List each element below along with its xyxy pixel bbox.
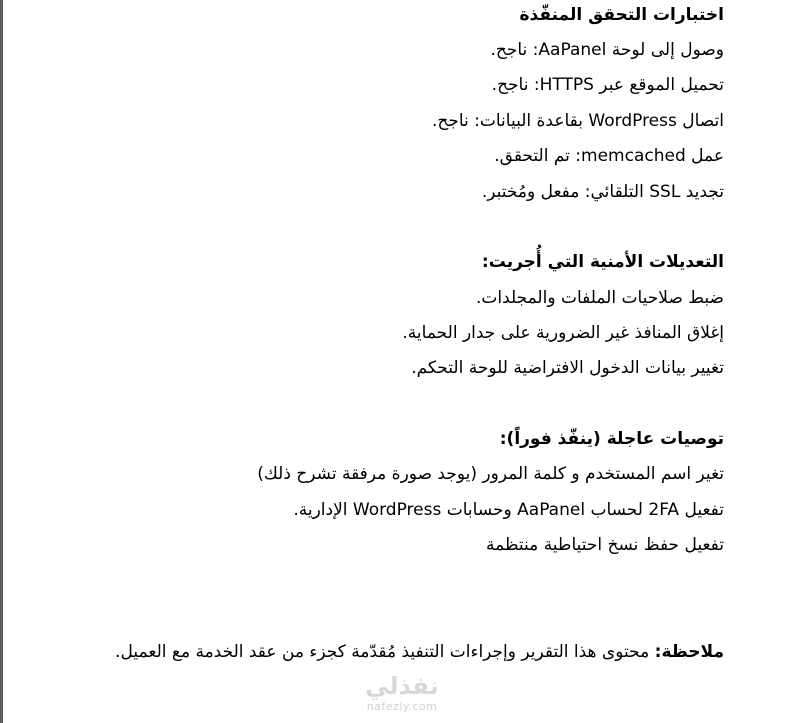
verification-item-https: تحميل الموقع عبر HTTPS: ناجح. [491, 75, 724, 95]
security-item-credentials: تغيير بيانات الدخول الافتراضية للوحة التحكم. [411, 358, 724, 378]
note-text: محتوى هذا التقرير وإجراءات التنفيذ مُقدّمة كجزء من عقد الخدمة مع العميل. [115, 642, 655, 662]
note-label: ملاحظة: [654, 642, 724, 662]
note-paragraph [115, 641, 724, 663]
verification-item-wordpress-db: اتصال WordPress بقاعدة البيانات: ناجح. [431, 111, 724, 131]
security-heading: التعديلات الأمنية التي أُجريت: [481, 252, 724, 272]
nafezly-watermark [352, 672, 452, 720]
page-edge-rule [0, 0, 3, 723]
verification-item-ssl: تجديد SSL التلقائي: مفعل ومُختبر. [481, 182, 724, 202]
verification-item-memcached: عمل memcached: تم التحقق. [494, 146, 724, 166]
recommendations-heading: توصيات عاجلة (ينفّذ فوراً): [499, 429, 724, 449]
recommendation-item-backups: تفعيل حفظ نسخ احتياطية منتظمة [486, 535, 724, 555]
security-item-firewall: إغلاق المنافذ غير الضرورية على جدار الحماية. [402, 323, 724, 343]
recommendation-item-change-credentials: تغير اسم المستخدم و كلمة المرور (يوجد صورة مرفقة تشرح ذلك) [257, 464, 724, 484]
verification-item-aapanel: وصول إلى لوحة AaPanel: ناجح. [490, 40, 724, 60]
security-item-permissions: ضبط صلاحيات الملفات والمجلدات. [475, 288, 724, 308]
watermark-brand: نفذلي [365, 672, 439, 700]
recommendation-item-2fa: تفعيل 2FA لحساب AaPanel وحسابات WordPress الإدارية. [293, 500, 724, 520]
verification-heading: اختبارات التحقق المنفّذة [519, 5, 724, 25]
watermark-domain: nafezly.com [366, 700, 438, 713]
